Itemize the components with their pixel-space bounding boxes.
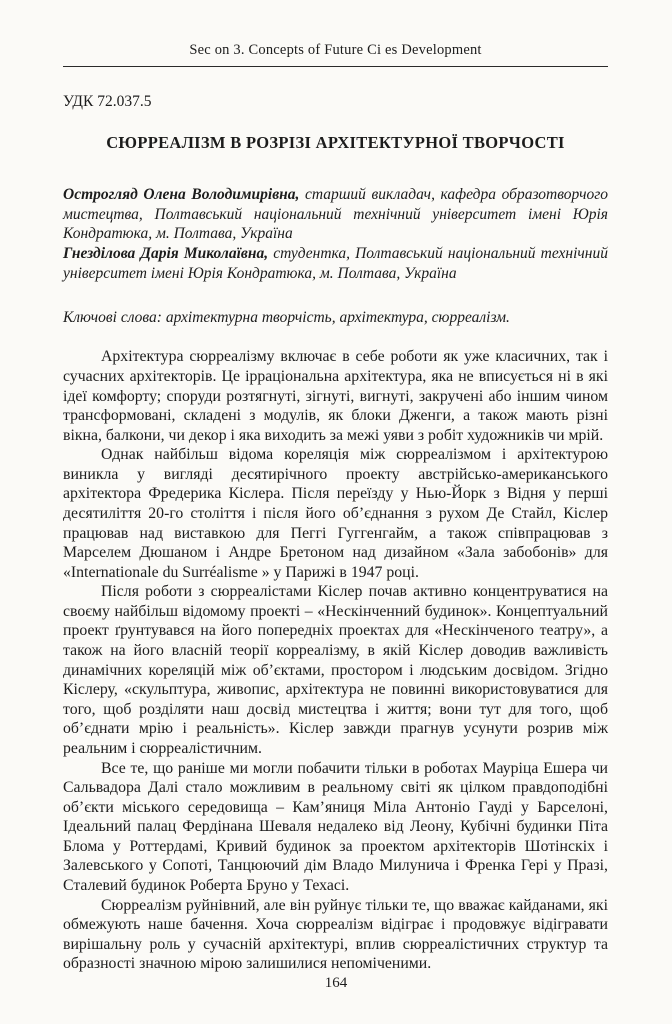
author-name: Острогляд Олена Володимирівна, [63,186,300,203]
author-details: старший викладач, кафедра образотворчого мистецтва, Полтавський національний технічний університет імені Юрія Кондратюка, м. Полтава, Україна [63,186,609,243]
body-paragraph: Сюрреалізм руйнівний, але він руйнує тільки те, що вважає кайданами, які обмежують наше бачення. Хоча сюрреалізм відіграє і продовжує відігравати вирішальну роль у сучасній архітектурі, вплив сюрреалістичних структур та образності значною мірою залишилися непоміченими. [63,896,608,973]
author-details: студентка, Полтавський національний технічний університет імені Юрія Кондратюка, м. Полтава, Україна [63,245,608,282]
running-header: Sec on 3. Concepts of Future Ci es Development [63,42,608,67]
body-paragraph: Після роботи з сюрреалістами Кіслер почав активно концентруватися на своєму найбільш відомому проекті – «Нескінченний будинок». Концептуальний проект ґрунтувався на його попередніх проектах для «Нескінченого театру», а також на його власній теорії корреалізму, в якій Кіслер доводив важливість динамічних кореляцій між об’єктами, простором і людським досвідом. Згідно Кіслеру, «скульптура, живопис, архітектура не повинні використовуватися для того, щоб розділяти наш досвід мистецтва і життя; вони тут для того, щоб об’єднати мрію і реальність». Кіслер завжди прагнув усунути розрив між реальним і сюрреалістичним. [63,583,608,757]
article-body [63,347,608,974]
udk-code: УДК 72.037.5 [63,93,152,110]
keywords-line: Ключові слова: архітектурна творчість, архітектура, сюрреалізм. [63,309,510,327]
body-paragraph: Архітектура сюрреалізму включає в себе роботи як уже класичних, так і сучасних архітекторів. Це ірраціональна архітектура, яка не вписується ні в які ідеї комфорту; споруди розтягнуті, зігнуті, вигнуті, закручені або іншим чином трансформовані, складені з модулів, як блоки Дженги, а також мають різні вікна, балкони, чи декор і яка виходить за межі уяви з робіт художників чи мрій. [63,348,608,444]
authors-block [63,185,608,283]
article-title: СЮРРЕАЛІЗМ В РОЗРІЗІ АРХІТЕКТУРНОЇ ТВОРЧОСТІ [106,133,565,152]
author-entry [63,244,608,283]
author-name: Гнезділова Дарія Миколаївна, [63,245,269,263]
body-paragraph: Однак найбільш відома кореляція між сюрреалізмом і архітектурою виникла у вигляді десятирічного проекту австрійсько-американського архітектора Фредерика Кіслера. Після переїзду у Нью-Йорк з Відня у перші десятиліття 20-го століття і після його об’єднання з рухом Де Стайл, Кіслер працював над виставкою для Пеггі Гуггенгайм, а також співпрацював з Марселем Дюшаном і Андре Бретоном над дизайном «Зала забобонів» для «Internationale du Surréalisme » у Парижі в 1947 році. [63,446,608,581]
page-number: 164 [324,975,348,991]
author-entry [63,185,608,244]
body-paragraph: Все те, що раніше ми могли побачити тільки в роботах Мауріца Ешера чи Сальвадора Далі стало можливим в реальному світі як цілком правдоподібні об’єкти міського середовища – Кам’яниця Міла Антоніо Гауді у Барселоні, Ідеальний палац Фердінана Шеваля недалеко від Леону, Кубічні будинки Піта Блома у Роттердамі, Кривий будинок за проектом архітекторів Шотінскіх і Залевського у Сопоті, Танцюючий дім Владо Милунича і Френка Гері у Празі, Сталевий будинок Роберта Бруно у Техасі. [63,759,608,894]
